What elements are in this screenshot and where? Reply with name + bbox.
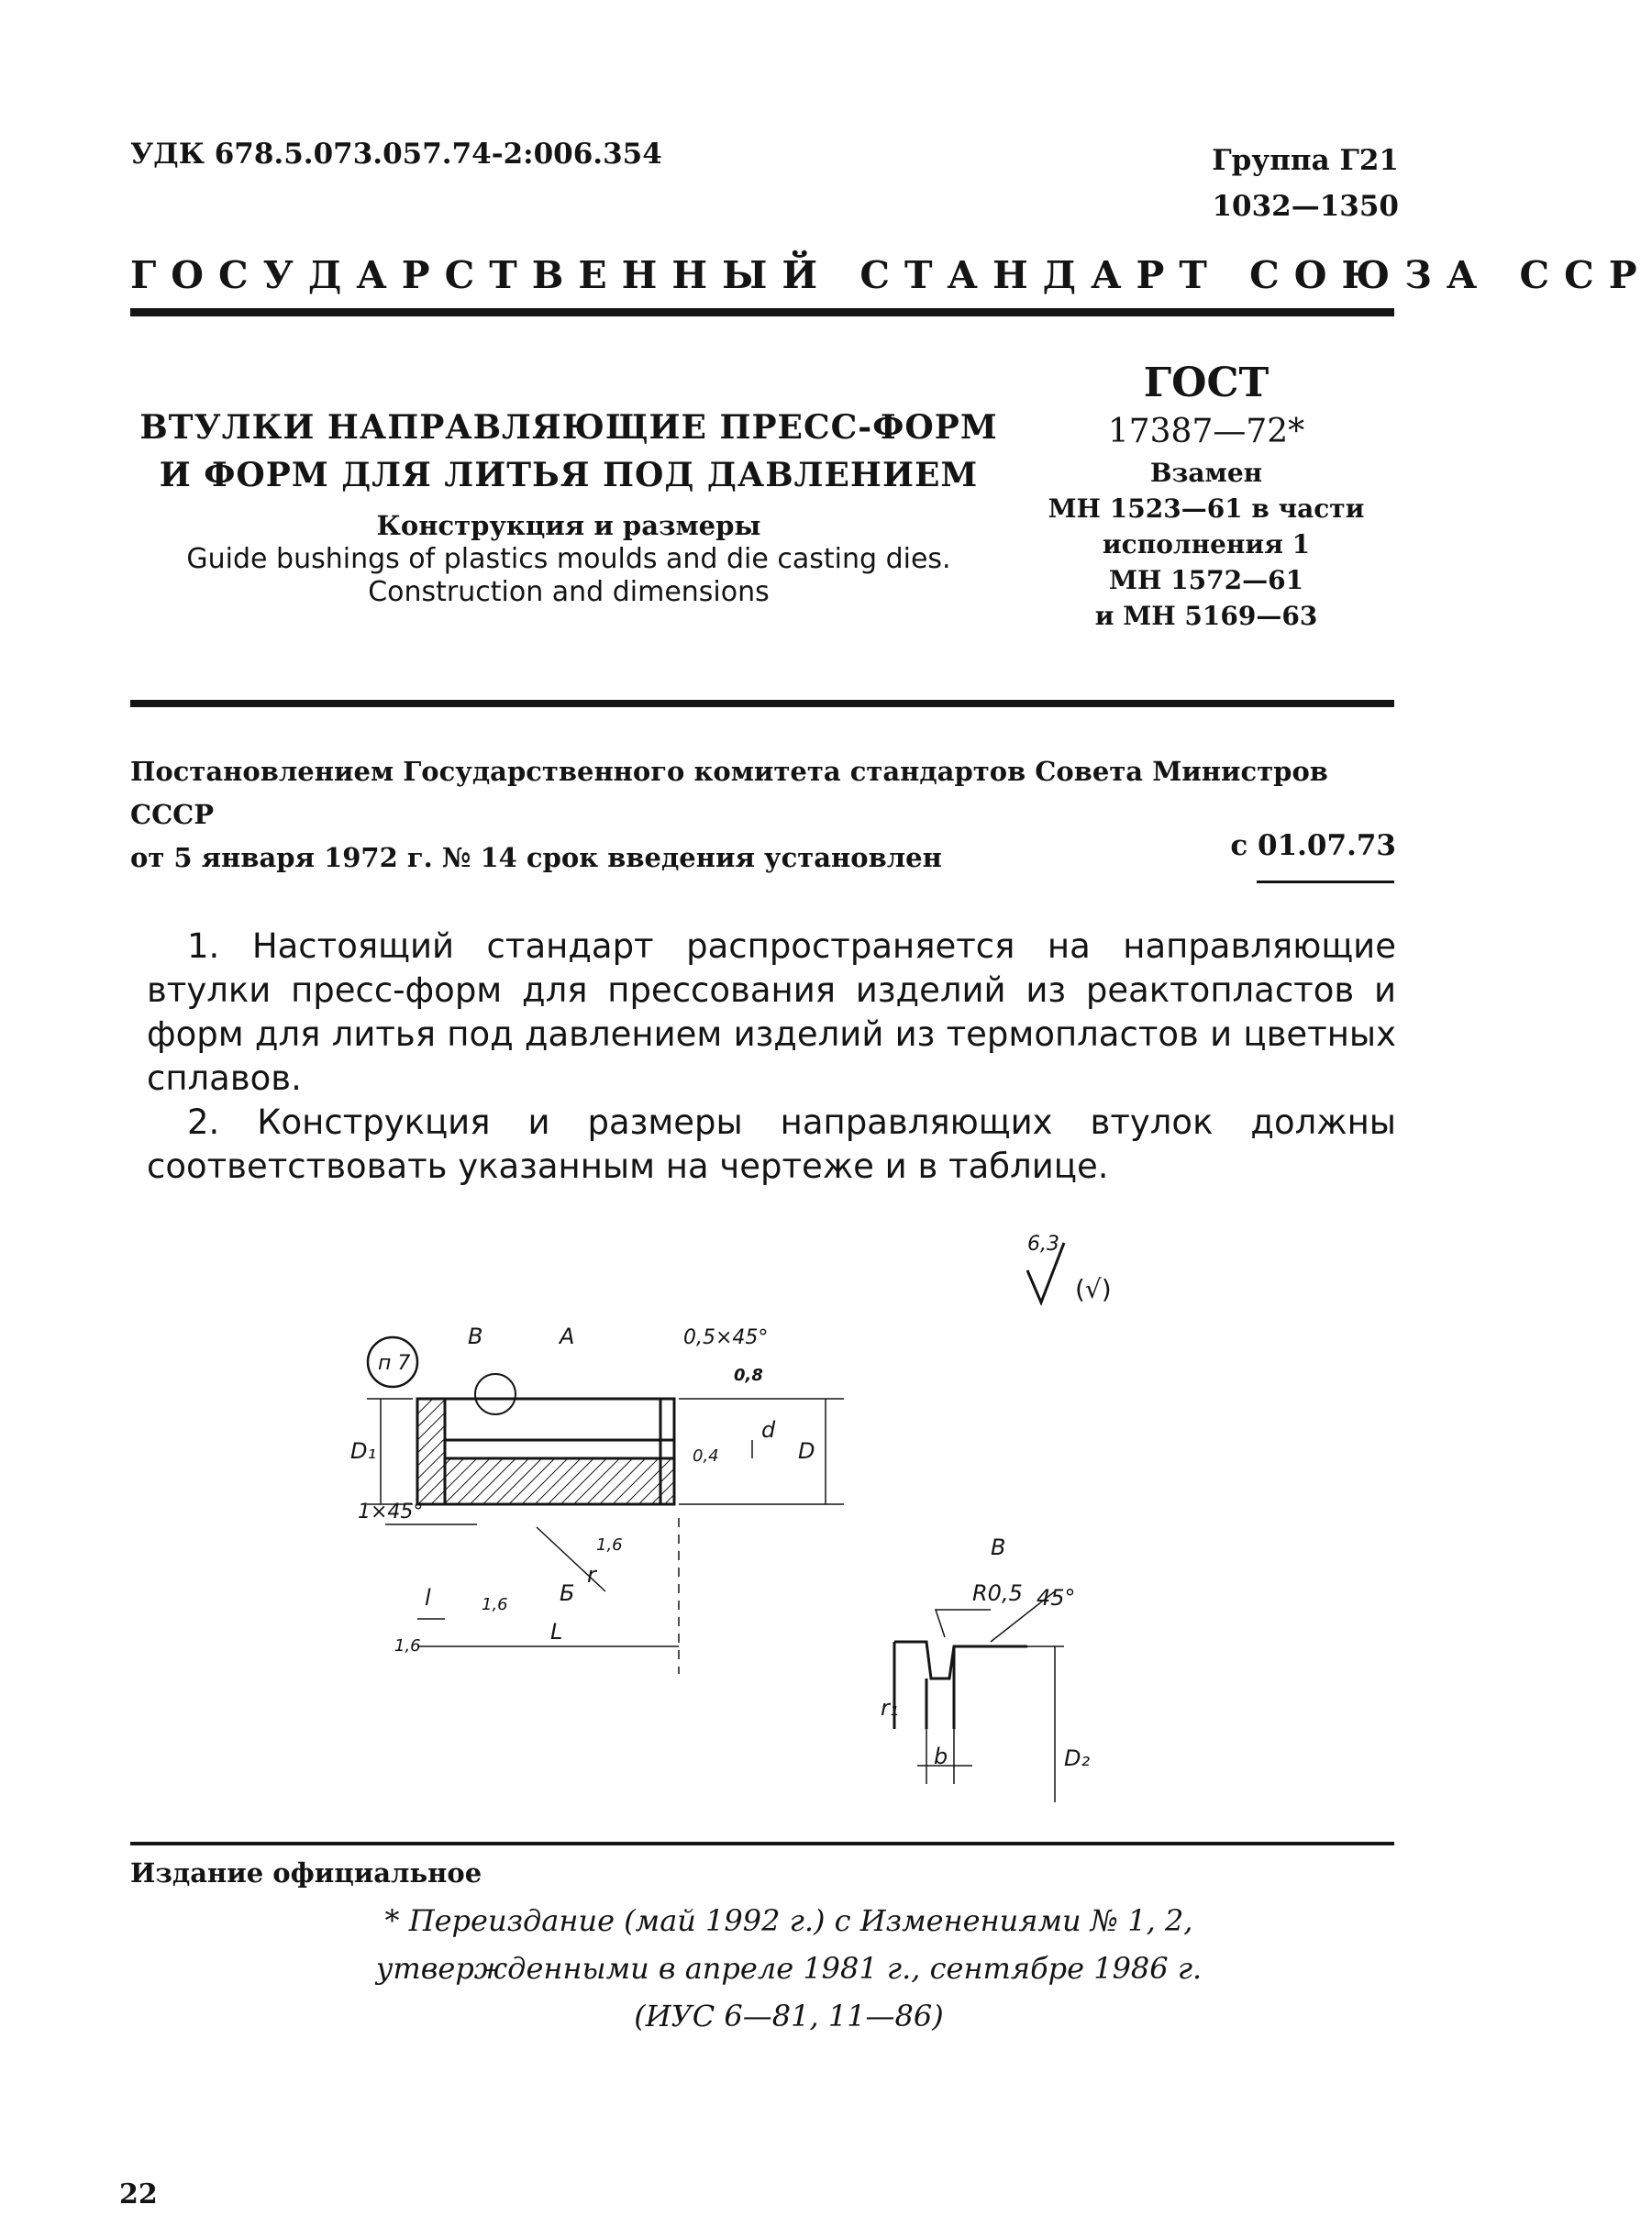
label-B: В — [468, 1324, 483, 1349]
udk-code: УДК 678.5.073.057.74-2:006.354 — [130, 138, 662, 171]
label-roughness-paren: (√) — [1075, 1274, 1112, 1304]
label-L: L — [550, 1619, 563, 1645]
paragraph-2: 2. Конструкция и размеры направляющих втулок должны соответствовать указанным на чертеже и в таблице. — [147, 1102, 1396, 1186]
date-underline — [1257, 881, 1394, 883]
label-section-B: Б — [560, 1580, 575, 1606]
label-b: b — [934, 1744, 948, 1769]
body-text — [147, 925, 1396, 1189]
label-chamfer: 0,5×45° — [683, 1326, 769, 1349]
reissue-line-2: утвержденными в апреле 1981 г., сентябре 1986 г. — [375, 1951, 1203, 1986]
label-n7: п 7 — [378, 1352, 411, 1375]
label-r04: 0,4 — [693, 1446, 719, 1466]
top-thick-rule — [130, 308, 1394, 316]
reissue-note — [330, 1897, 1247, 2040]
label-r: r — [587, 1562, 596, 1588]
decree-line-2: от 5 января 1972 г. № 14 срок введения установлен — [130, 842, 942, 873]
gost-block — [1018, 358, 1394, 634]
group-label: Группа Г21 — [1212, 144, 1399, 177]
label-chamfer-2: 1×45° — [358, 1501, 424, 1523]
label-D2: D₂ — [1064, 1745, 1091, 1771]
label-r16a: 1,6 — [482, 1595, 508, 1614]
label-D: D — [798, 1438, 815, 1464]
subtitle: Конструкция и размеры — [376, 510, 761, 541]
bushing-drawing — [330, 1215, 1137, 1802]
title-line-2: И ФОРМ ДЛЯ ЛИТЬЯ ПОД ДАВЛЕНИЕМ — [159, 456, 979, 494]
group-code — [1212, 138, 1399, 229]
english-title-1: Guide bushings of plastics moulds and die casting dies. — [186, 543, 951, 575]
replaces-4: и МН 5169—63 — [1094, 601, 1318, 631]
label-roughness: 6,3 — [1027, 1233, 1059, 1256]
label-detail-B: В — [991, 1535, 1006, 1560]
english-title-2: Construction and dimensions — [368, 576, 770, 608]
label-d: d — [761, 1417, 776, 1443]
label-l: l — [425, 1585, 431, 1611]
standard-title: ГОСУДАРСТВЕННЫЙ СТАНДАРТ СОЮЗА ССР — [130, 253, 1652, 297]
decree-text — [130, 750, 1396, 880]
reissue-line-1: * Переиздание (май 1992 г.) с Изменениями № 1, 2, — [384, 1903, 1193, 1938]
label-r1: r₁ — [881, 1695, 899, 1721]
replaces-2: исполнения 1 — [1102, 529, 1311, 560]
page-number: 22 — [119, 2178, 158, 2210]
label-R05: R0,5 — [972, 1580, 1023, 1606]
label-A: А — [560, 1324, 575, 1349]
label-r16c: 1,6 — [596, 1535, 623, 1555]
replaces-3: МН 1572—61 — [1108, 565, 1304, 595]
label-45: 45° — [1037, 1585, 1076, 1611]
okp-code: 1032—1350 — [1212, 190, 1399, 223]
edition-label: Издание официальное — [130, 1857, 482, 1889]
title-line-1: ВТУЛКИ НАПРАВЛЯЮЩИЕ ПРЕСС-ФОРМ — [139, 408, 998, 447]
decree-date: с 01.07.73 — [1230, 829, 1396, 862]
replaces-1: МН 1523—61 в части — [1048, 493, 1365, 524]
label-r16b: 1,6 — [394, 1636, 421, 1656]
replaces-label: Взамен — [1149, 458, 1263, 488]
title-block — [119, 404, 1018, 609]
title-bottom-rule — [130, 700, 1394, 707]
label-r08: 0,8 — [734, 1366, 763, 1385]
label-D1: D₁ — [350, 1438, 377, 1464]
decree-line-1: Постановлением Государственного комитета стандартов Совета Министров СССР — [130, 756, 1328, 830]
gost-number: 17387—72* — [1107, 413, 1305, 450]
footer-rule — [130, 1842, 1394, 1845]
paragraph-1: 1. Настоящий стандарт распространяется на направляющие втулки пресс-форм для прессования изделий из реактопластов и форм для литья под давлением изделий из термопластов и цветных сплавов. — [147, 926, 1396, 1098]
gost-label: ГОСТ — [1143, 360, 1269, 406]
reissue-line-3: (ИУС 6—81, 11—86) — [634, 1999, 944, 2033]
